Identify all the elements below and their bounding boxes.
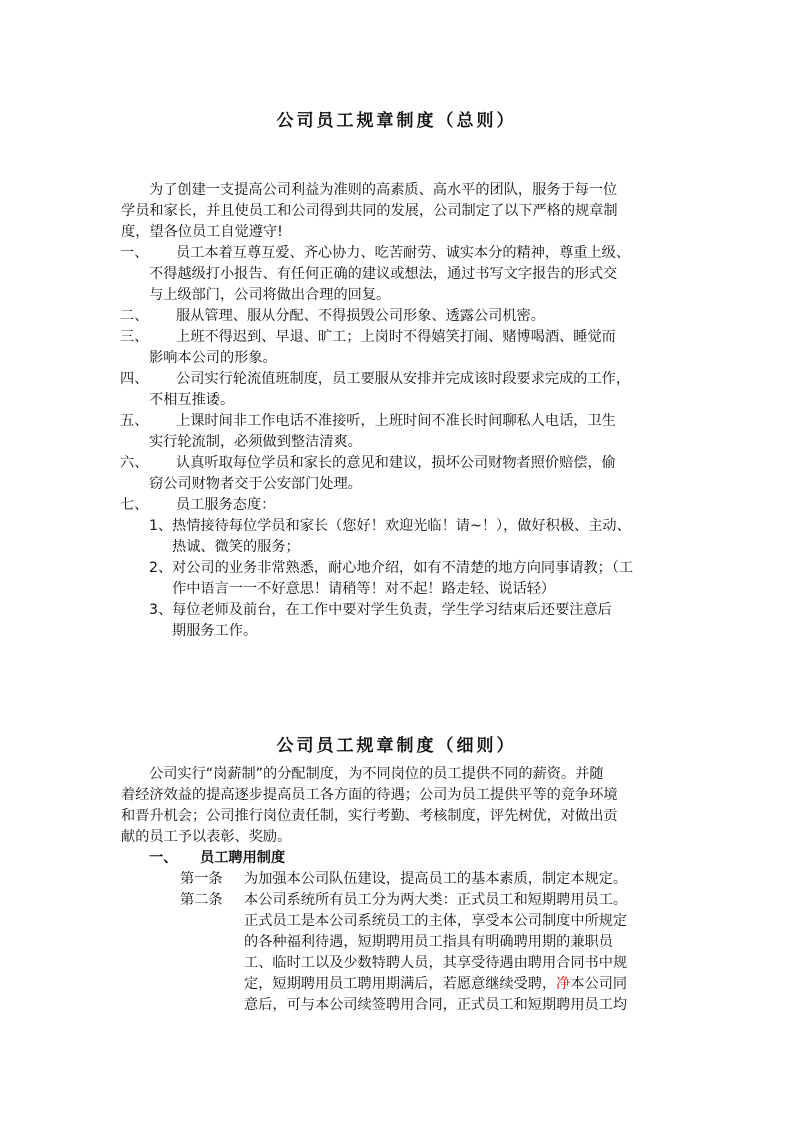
rule-text: 窃公司财物者交于公安部门处理。 [149,476,362,492]
general-intro-line: 学员和家长，并且使员工和公司得到共同的发展，公司制定了以下严格的规章制 [121,203,618,219]
detailed-intro-line: 着经济效益的提高逐步提高员工各方面的待遇；公司为员工提供平等的竞争环境 [121,787,618,803]
detailed-title: 公司员工规章制度（细则） [276,736,517,756]
rule-text: 与上级部门，公司将做出合理的回复。 [149,287,391,303]
rule-text: 上课时间非工作电话不准接听，上班时间不准长时间聊私人电话，卫生 [176,413,616,429]
article-text: 本公司系统所有员工分为两大类：正式员工和短期聘用员工。 [244,892,628,908]
article-text-tail: 本公司同 [570,976,628,992]
article-number: 第二条 [180,892,223,908]
general-intro-line: 度，望各位员工自觉遵守! [121,224,283,240]
detailed-intro-line: 献的员工予以表彰、奖励。 [121,829,292,845]
service-text: 热诚、微笑的服务； [172,539,300,555]
article-text-with-mark [244,974,627,995]
rule-number: 二、 [120,308,149,324]
detailed-intro-line: 和晋升机会；公司推行岗位责任制，实行考勤、考核制度，评先树优，对做出贡 [121,808,618,824]
section-number: 一、 [149,850,178,866]
service-number: 2、 [149,560,173,576]
rule-text: 不得越级打小报告、有任何正确的建议或想法，通过书写文字报告的形式交 [149,266,618,282]
general-title: 公司员工规章制度（总则） [276,111,517,131]
article-text: 正式员工是本公司系统员工的主体，享受本公司制度中所规定 [244,913,628,929]
section-heading: 员工聘用制度 [200,850,286,866]
service-text: 作中语言一一不好意思！请稍等！对不起！路走轻、说话轻） [172,581,556,597]
service-text: 期服务工作。 [172,623,258,639]
rule-text: 不相互推诿。 [149,392,235,408]
general-intro-line: 为了创建一支提高公司利益为准则的高素质、高水平的团队，服务于每一位 [149,182,618,198]
rule-number: 三、 [120,329,149,345]
article-number: 第一条 [180,871,223,887]
rule-text: 服从管理、服从分配、不得损毁公司形象、透露公司机密。 [176,308,545,324]
rule-number: 六、 [120,455,149,471]
service-number: 1、 [149,518,173,534]
rule-text: 认真听取每位学员和家长的意见和建议，损坏公司财物者照价赔偿，偷 [176,455,616,471]
service-text: 每位老师及前台，在工作中要对学生负责，学生学习结束后还要注意后 [172,602,612,618]
rule-text: 实行轮流制，必须做到整洁清爽。 [149,434,362,450]
rule-number: 四、 [120,371,149,387]
service-text: 对公司的业务非常熟悉，耐心地介绍，如有不清楚的地方向同事请教；（工 [172,560,634,576]
article-text: 的各种福利待遇，短期聘用员工指具有明确聘用期的兼职员 [244,934,613,950]
service-number: 3、 [149,602,173,618]
marked-character: 净 [556,976,571,992]
article-text: 定，短期聘用员工聘用期满后，若愿意继续受聘， [244,976,557,992]
rule-text: 员工本着互尊互爱、齐心协力、吃苦耐劳、诚实本分的精神，尊重上级、 [176,245,631,261]
detailed-intro-line: 公司实行“岗薪制”的分配制度，为不同岗位的员工提供不同的薪资。并随 [149,766,604,782]
article-text: 为加强本公司队伍建设，提高员工的基本素质，制定本规定。 [244,871,628,887]
rule-text: 员工服务态度： [176,497,276,513]
service-text: 热情接待每位学员和家长（您好！欢迎光临！请~！），做好积极、主动、 [172,518,631,534]
rule-number: 七、 [120,497,149,513]
rule-text: 影响本公司的形象。 [149,350,277,366]
article-text: 意后，可与本公司续签聘用合同，正式员工和短期聘用员工均 [244,997,628,1013]
rule-number: 一、 [120,245,149,261]
rule-text: 上班不得迟到、早退、旷工；上岗时不得嬉笑打闹、赌博喝酒、睡觉而 [176,329,616,345]
rule-number: 五、 [120,413,149,429]
article-text: 工、临时工以及少数特聘人员，其享受待遇由聘用合同书中规 [244,955,628,971]
rule-text: 公司实行轮流值班制度，员工要服从安排并完成该时段要求完成的工作， [176,371,631,387]
